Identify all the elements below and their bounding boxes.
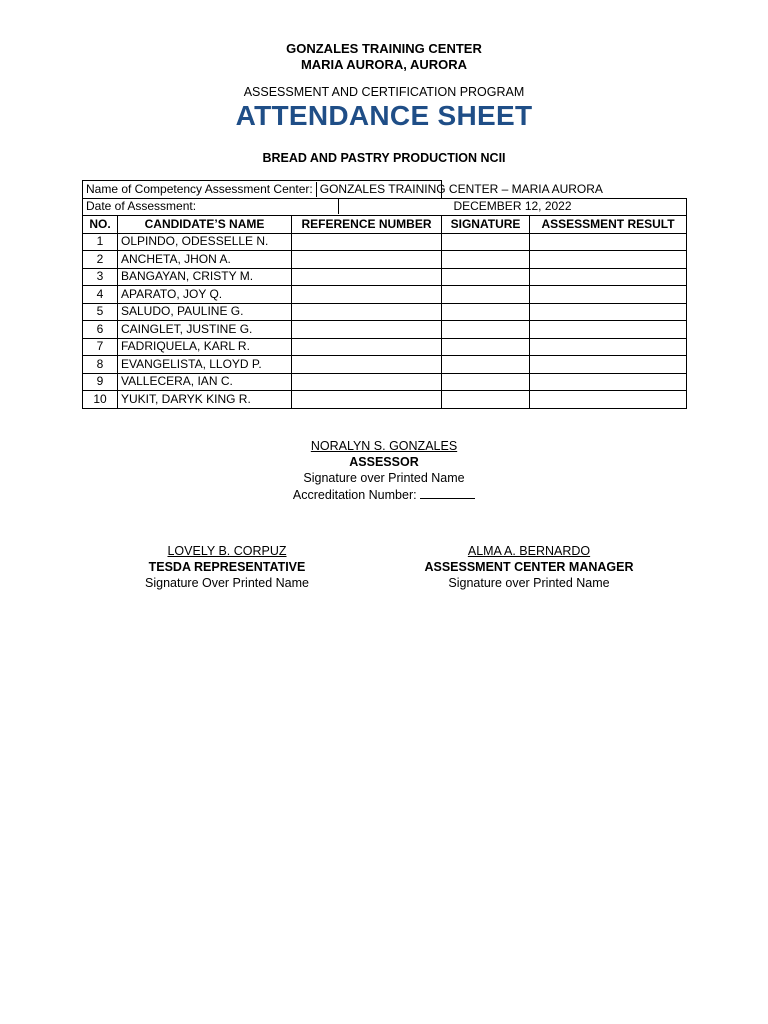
date-value: DECEMBER 12, 2022 <box>453 199 572 214</box>
table-row <box>83 338 687 356</box>
reference-cell[interactable] <box>292 251 442 269</box>
reference-cell[interactable] <box>292 233 442 251</box>
result-cell[interactable] <box>530 373 687 391</box>
row-no: 7 <box>83 338 118 356</box>
col-header-no: NO. <box>83 216 118 234</box>
reference-cell[interactable] <box>292 268 442 286</box>
date-row <box>83 198 687 216</box>
table-row <box>83 303 687 321</box>
col-header-reference: REFERENCE NUMBER <box>292 216 442 234</box>
candidate-name: APARATO, JOY Q. <box>118 286 292 304</box>
result-cell[interactable] <box>530 356 687 374</box>
reference-cell[interactable] <box>292 356 442 374</box>
row-no: 6 <box>83 321 118 339</box>
signature-cell[interactable] <box>442 321 530 339</box>
table-row <box>83 251 687 269</box>
signature-cell[interactable] <box>442 373 530 391</box>
table-row <box>83 286 687 304</box>
candidate-name: BANGAYAN, CRISTY M. <box>118 268 292 286</box>
table-row <box>83 233 687 251</box>
reference-cell[interactable] <box>292 338 442 356</box>
qualification-title: BREAD AND PASTRY PRODUCTION NCII <box>262 151 506 165</box>
center-label: Name of Competency Assessment Center: <box>83 182 317 197</box>
candidate-name: EVANGELISTA, LLOYD P. <box>118 356 292 374</box>
signature-cell[interactable] <box>442 303 530 321</box>
assessor-name: NORALYN S. GONZALES <box>310 439 458 453</box>
table-row <box>83 391 687 409</box>
signature-cell[interactable] <box>442 233 530 251</box>
signature-cell[interactable] <box>442 268 530 286</box>
accreditation-number-blank[interactable] <box>420 486 475 499</box>
table-row <box>83 373 687 391</box>
reference-cell[interactable] <box>292 373 442 391</box>
row-no: 2 <box>83 251 118 269</box>
manager-caption: Signature over Printed Name <box>448 576 610 590</box>
result-cell[interactable] <box>530 268 687 286</box>
tesda-caption: Signature Over Printed Name <box>145 576 309 590</box>
reference-cell[interactable] <box>292 391 442 409</box>
col-header-name: CANDIDATE’S NAME <box>118 216 292 234</box>
tesda-signature-block <box>114 543 340 591</box>
row-no: 1 <box>83 233 118 251</box>
candidate-name: OLPINDO, ODESSELLE N. <box>118 233 292 251</box>
document-title: ATTENDANCE SHEET <box>235 100 533 131</box>
center-value: GONZALES TRAINING CENTER – MARIA AURORA <box>319 181 603 196</box>
signature-cell[interactable] <box>442 338 530 356</box>
candidate-name: CAINGLET, JUSTINE G. <box>118 321 292 339</box>
accreditation-line <box>234 486 534 502</box>
col-header-result: ASSESSMENT RESULT <box>530 216 687 234</box>
date-label: Date of Assessment: <box>83 199 339 214</box>
row-no: 9 <box>83 373 118 391</box>
signature-cell[interactable] <box>442 286 530 304</box>
tesda-role: TESDA REPRESENTATIVE <box>148 560 306 574</box>
reference-cell[interactable] <box>292 286 442 304</box>
assessor-role: ASSESSOR <box>349 455 419 469</box>
program-name: ASSESSMENT AND CERTIFICATION PROGRAM <box>243 85 525 99</box>
candidate-name: SALUDO, PAULINE G. <box>118 303 292 321</box>
org-name: GONZALES TRAINING CENTER <box>286 41 482 56</box>
result-cell[interactable] <box>530 321 687 339</box>
org-location: MARIA AURORA, AURORA <box>300 57 468 72</box>
table-row <box>83 356 687 374</box>
row-no: 5 <box>83 303 118 321</box>
signature-cell[interactable] <box>442 356 530 374</box>
row-no: 3 <box>83 268 118 286</box>
result-cell[interactable] <box>530 338 687 356</box>
row-no: 10 <box>83 391 118 409</box>
signature-cell[interactable] <box>442 251 530 269</box>
candidate-name: FADRIQUELA, KARL R. <box>118 338 292 356</box>
row-no: 4 <box>83 286 118 304</box>
candidate-name: YUKIT, DARYK KING R. <box>118 391 292 409</box>
candidate-name: VALLECERA, IAN C. <box>118 373 292 391</box>
center-row <box>83 181 687 199</box>
manager-signature-block <box>404 543 654 591</box>
attendance-table <box>82 180 687 409</box>
result-cell[interactable] <box>530 233 687 251</box>
result-cell[interactable] <box>530 286 687 304</box>
reference-cell[interactable] <box>292 303 442 321</box>
manager-name: ALMA A. BERNARDO <box>467 544 591 558</box>
reference-cell[interactable] <box>292 321 442 339</box>
table-row <box>83 268 687 286</box>
manager-role: ASSESSMENT CENTER MANAGER <box>424 560 634 574</box>
result-cell[interactable] <box>530 251 687 269</box>
assessor-signature-block <box>234 438 534 502</box>
result-cell[interactable] <box>530 303 687 321</box>
accreditation-label: Accreditation Number: <box>292 488 417 502</box>
col-header-signature: SIGNATURE <box>442 216 530 234</box>
row-no: 8 <box>83 356 118 374</box>
assessor-caption: Signature over Printed Name <box>303 471 465 485</box>
table-header-row <box>83 216 687 234</box>
result-cell[interactable] <box>530 391 687 409</box>
signature-cell[interactable] <box>442 391 530 409</box>
candidate-name: ANCHETA, JHON A. <box>118 251 292 269</box>
table-row <box>83 321 687 339</box>
tesda-name: LOVELY B. CORPUZ <box>167 544 287 558</box>
